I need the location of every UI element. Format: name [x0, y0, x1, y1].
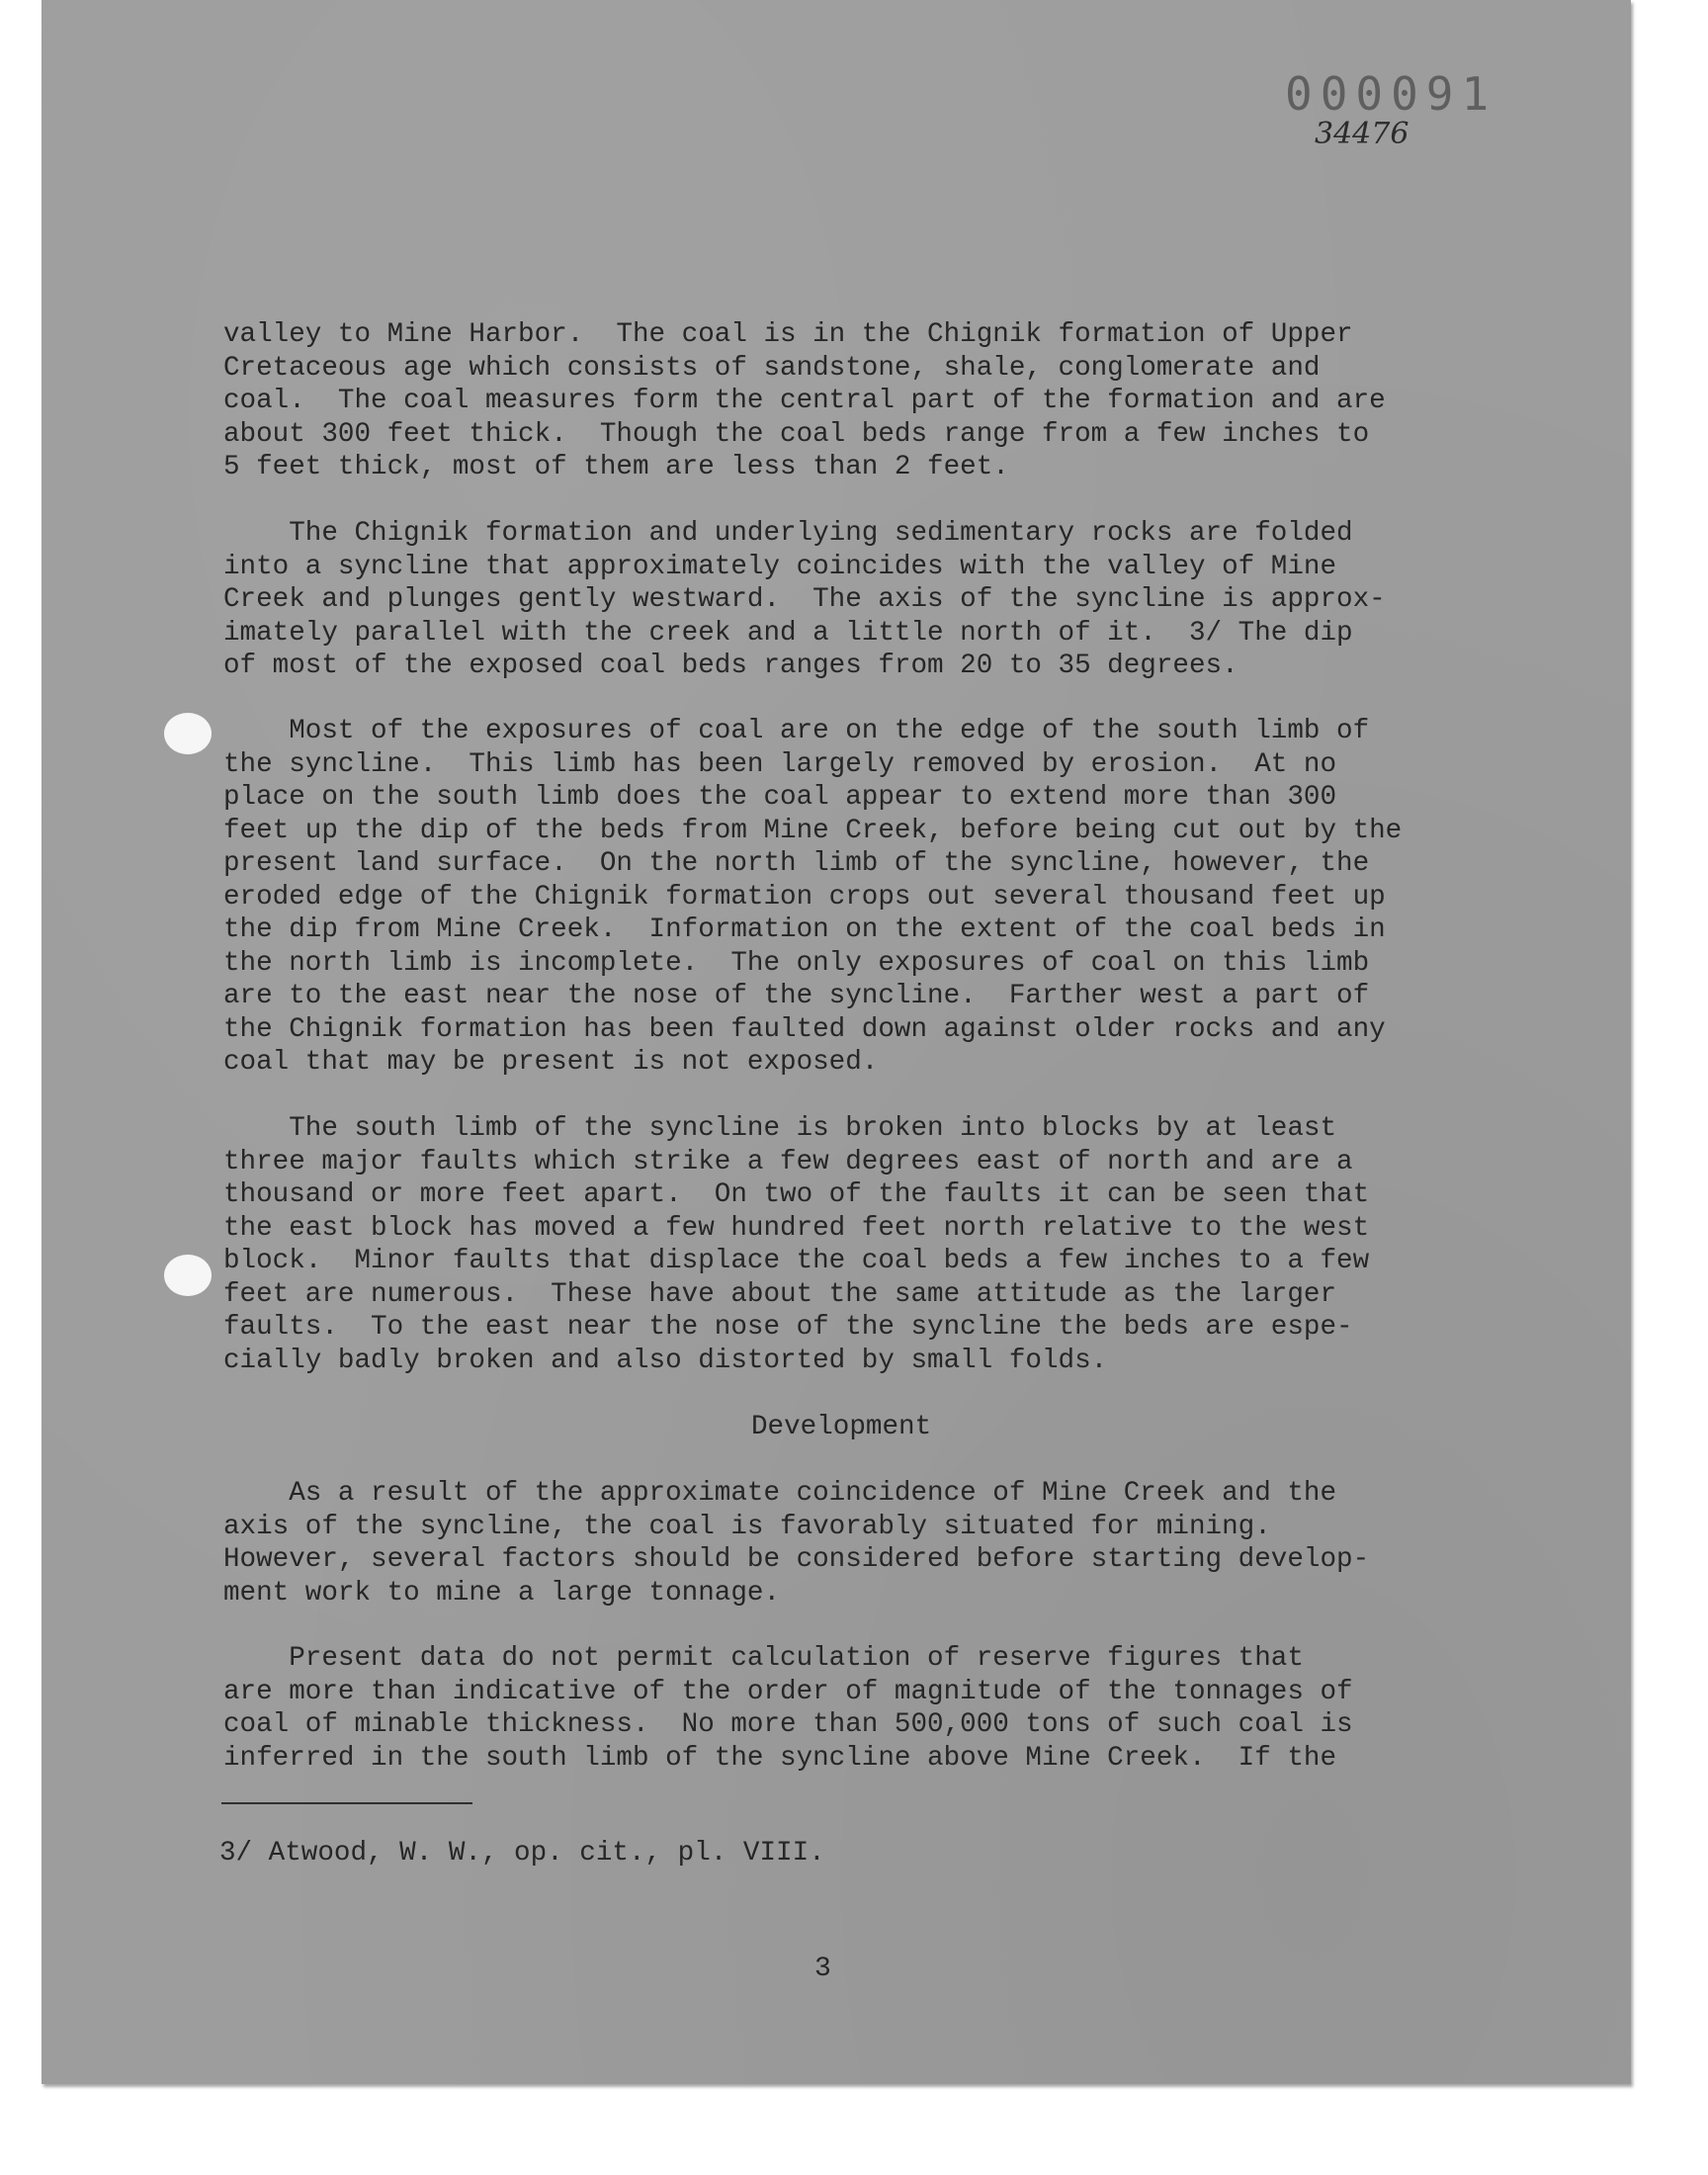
text-line: about 300 feet thick. Though the coal beds range from a few inches to	[223, 418, 1370, 450]
punch-hole	[164, 713, 212, 754]
text-line: axis of the syncline, the coal is favorably situated for mining.	[223, 1511, 1271, 1542]
paragraph	[223, 715, 1429, 1080]
text-line: the dip from Mine Creek. Information on the extent of the coal beds in	[223, 914, 1386, 945]
text-line: the north limb is incomplete. The only exposures of coal on this limb	[223, 947, 1370, 979]
text-line: block. Minor faults that displace the coal beds a few inches to a few	[223, 1246, 1370, 1276]
text-line: are more than indicative of the order of magnitude of the tonnages of	[223, 1676, 1353, 1707]
text-line: Present data do not permit calculation of reserve figures that	[223, 1643, 1304, 1674]
paragraph	[223, 1112, 1429, 1377]
text-line: ment work to mine a large tonnage.	[223, 1577, 781, 1609]
text-line: 5 feet thick, most of them are less than 2 feet.	[223, 452, 1009, 482]
text-line: Cretaceous age which consists of sandstone, shale, conglomerate and	[223, 352, 1321, 384]
text-line: the Chignik formation has been faulted down against older rocks and any	[223, 1013, 1386, 1045]
text-line: present land surface. On the north limb of the syncline, however, the	[223, 848, 1370, 879]
text-line: are to the east near the nose of the syncline. Farther west a part of	[223, 981, 1370, 1011]
text-line: cially badly broken and also distorted by small folds.	[223, 1345, 1108, 1376]
text-line: the east block has moved a few hundred feet north relative to the west	[223, 1212, 1370, 1244]
text-line: faults. To the east near the nose of the syncline the beds are espe-	[223, 1312, 1353, 1343]
paragraph	[223, 1477, 1429, 1610]
text-line: Most of the exposures of coal are on the edge of the south limb of	[223, 716, 1370, 746]
punch-hole	[164, 1255, 212, 1296]
page-number: 3	[814, 1954, 831, 1984]
text-line: feet are numerous. These have about the same attitude as the larger	[223, 1278, 1337, 1310]
text-line: However, several factors should be considered before starting develop-	[223, 1544, 1370, 1575]
text-line: coal. The coal measures form the central part of the formation and are	[223, 386, 1386, 416]
footnote-divider	[221, 1802, 472, 1804]
text-line: coal that may be present is not exposed.	[223, 1047, 879, 1078]
paragraph	[223, 1642, 1429, 1775]
text-line: into a syncline that approximately coincides with the valley of Mine	[223, 551, 1337, 582]
paragraph	[223, 318, 1429, 484]
footnote: 3/ Atwood, W. W., op. cit., pl. VIII.	[219, 1838, 825, 1869]
section-heading: Development	[751, 1412, 932, 1442]
text-line: thousand or more feet apart. On two of the faults it can be seen that	[223, 1179, 1370, 1210]
text-line: coal of minable thickness. No more than 500,000 tons of such coal is	[223, 1709, 1353, 1740]
text-line: As a result of the approximate coincidence of Mine Creek and the	[223, 1478, 1337, 1509]
text-line: valley to Mine Harbor. The coal is in the Chignik formation of Upper	[223, 319, 1353, 350]
text-line: The Chignik formation and underlying sedimentary rocks are folded	[223, 518, 1353, 549]
paragraph	[223, 517, 1429, 683]
text-line: three major faults which strike a few degrees east of north and are a	[223, 1146, 1353, 1177]
text-line: feet up the dip of the beds from Mine Creek, before being cut out by the	[223, 815, 1403, 846]
text-line: The south limb of the syncline is broken into blocks by at least	[223, 1113, 1337, 1144]
text-line: of most of the exposed coal beds ranges from 20 to 35 degrees.	[223, 651, 1238, 681]
text-line: imately parallel with the creek and a little north of it. 3/ The dip	[223, 617, 1353, 649]
text-line: Creek and plunges gently westward. The axis of the syncline is approx-	[223, 584, 1386, 615]
stamp-number: 000091	[1285, 67, 1497, 121]
text-line: the syncline. This limb has been largely removed by erosion. At no	[223, 748, 1337, 780]
text-line: place on the south limb does the coal appear to extend more than 300	[223, 782, 1337, 813]
text-line: eroded edge of the Chignik formation crops out several thousand feet up	[223, 881, 1386, 913]
text-line: inferred in the south limb of the syncline above Mine Creek. If the	[223, 1742, 1337, 1774]
handwritten-number: 34476	[1315, 117, 1409, 151]
